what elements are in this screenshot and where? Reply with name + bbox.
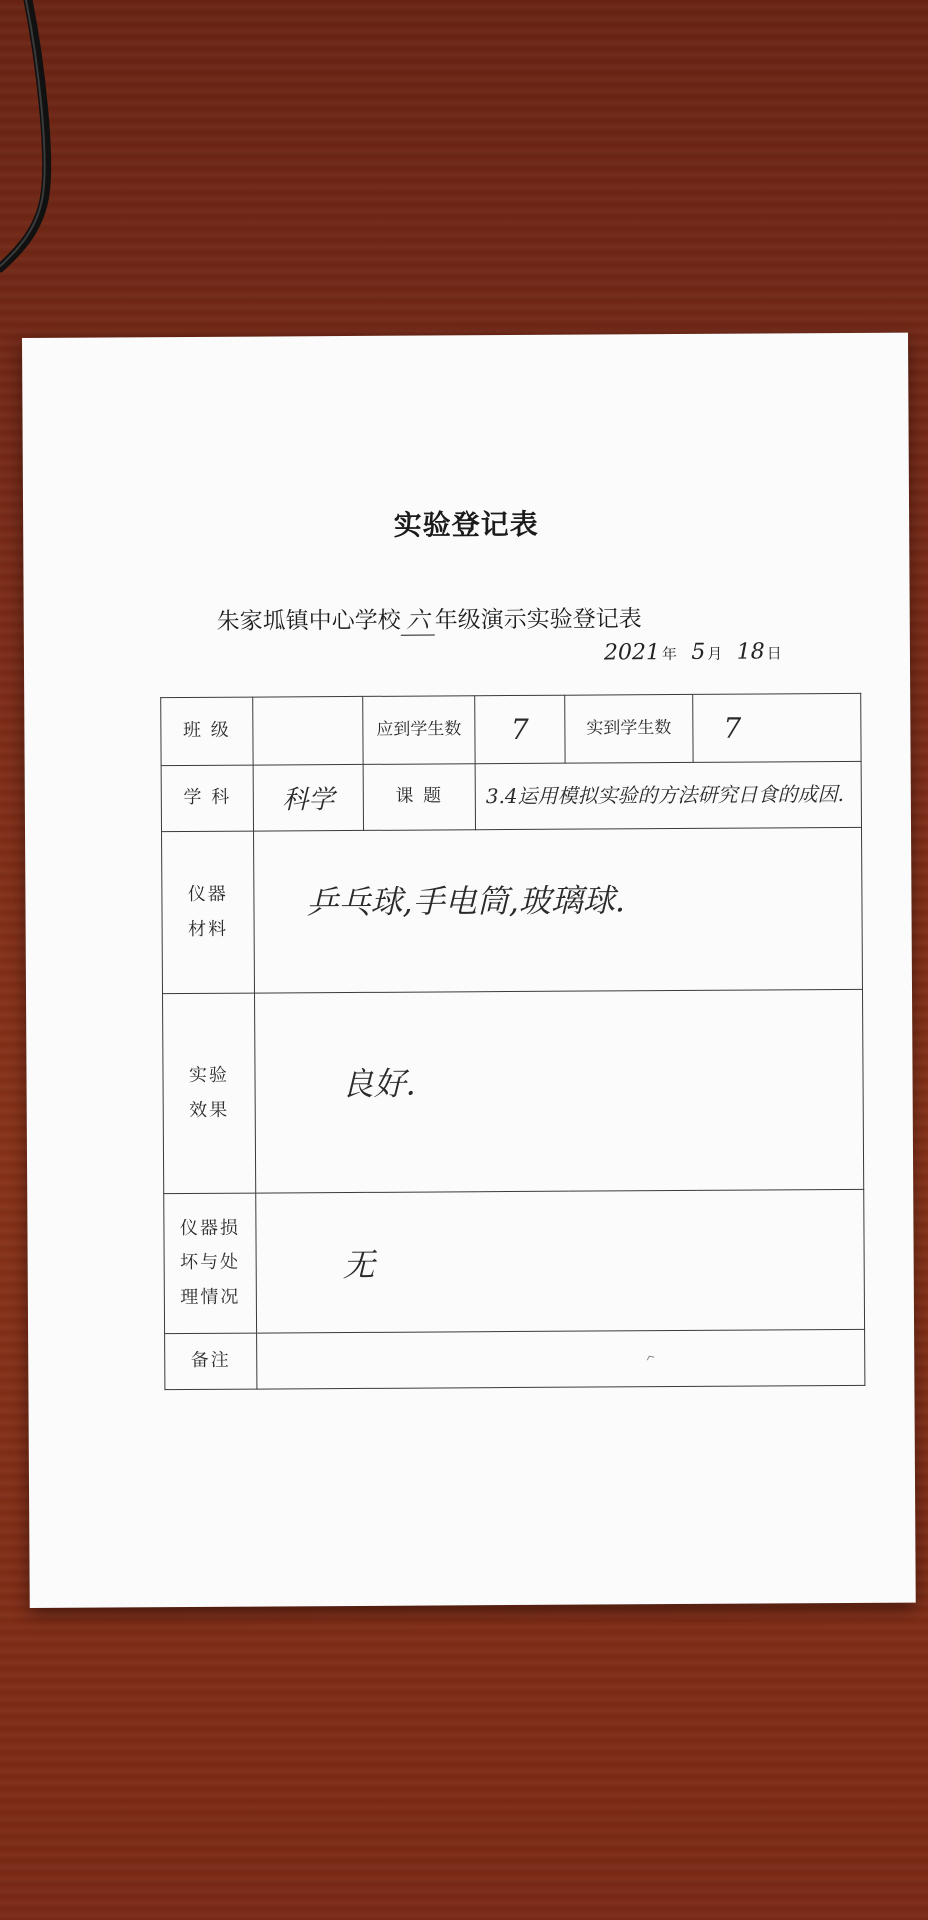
topic-value: 3.4运用模拟实验的方法研究日食的成因. [475, 761, 861, 829]
class-label: 班 级 [161, 697, 253, 766]
materials-label-line-2: 材料 [188, 918, 229, 940]
subtitle-suffix: 年级演示实验登记表 [434, 606, 642, 634]
damage-label [164, 1193, 257, 1334]
table-row [163, 989, 864, 1193]
page-title: 实验登记表 [393, 507, 539, 542]
expected-students-value: 7 [475, 695, 565, 764]
date-year-unit: 年 [661, 645, 678, 664]
date-day-unit: 日 [766, 644, 782, 663]
damage-label-line-1: 仪器损 [179, 1217, 241, 1240]
notes-value [257, 1329, 865, 1389]
topic-label: 课 题 [363, 764, 475, 831]
damage-value: 无 [256, 1189, 865, 1333]
cable [0, 0, 80, 300]
effect-label-line-1: 实验 [188, 1065, 230, 1087]
school-name: 朱家坬镇中心学校 [216, 607, 401, 635]
table-row [161, 761, 861, 831]
effect-label-line-2: 效果 [189, 1099, 230, 1121]
pen-mark [646, 1354, 656, 1362]
materials-value: 乒乓球,手电筒,玻璃球. [254, 827, 863, 993]
class-value [253, 696, 363, 765]
materials-label-line-1: 仪器 [187, 884, 228, 906]
actual-students-label: 实到学生数 [565, 694, 693, 763]
actual-students-value: 7 [693, 693, 861, 762]
date-day: 18 [736, 639, 765, 665]
damage-label-line-2: 坏与处 [180, 1252, 241, 1274]
subject-label: 学 科 [161, 765, 253, 832]
materials-label [162, 831, 255, 994]
form-subtitle [217, 600, 642, 637]
registration-sheet [22, 333, 916, 1608]
table-row [164, 1189, 865, 1333]
registration-table [160, 693, 865, 1390]
damage-label-line-3: 理情况 [180, 1286, 241, 1308]
notes-label: 备注 [165, 1333, 257, 1390]
grade-field: 六 [401, 601, 435, 635]
table-row [165, 1329, 865, 1389]
effect-value: 良好. [255, 989, 864, 1193]
expected-students-label: 应到学生数 [363, 696, 475, 765]
date-year: 2021 [603, 640, 661, 666]
date-line [604, 639, 790, 665]
date-month: 5 [691, 639, 706, 665]
table-row [162, 827, 863, 993]
date-month-unit: 月 [707, 644, 723, 663]
effect-label [163, 993, 256, 1194]
subject-value: 科学 [253, 764, 363, 831]
table-row [161, 693, 861, 765]
